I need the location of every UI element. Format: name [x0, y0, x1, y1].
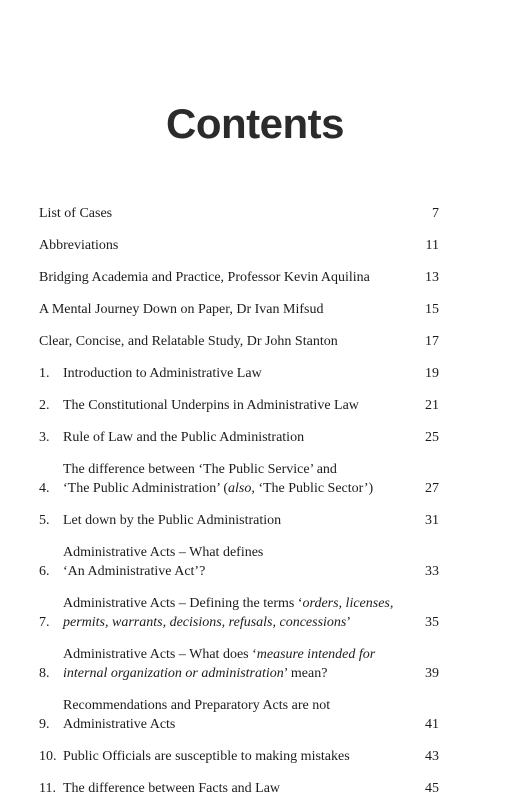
toc-entry-number: 5. [39, 513, 50, 528]
toc-entry-page-number: 31 [425, 513, 439, 528]
toc-entry-title [63, 747, 417, 766]
toc-entry-title [63, 779, 417, 798]
toc-entry-title [63, 543, 417, 581]
toc-entry-title-line: The Constitutional Underpins in Administrative Law [63, 398, 359, 413]
toc-entry [39, 460, 439, 498]
toc-entry-title [39, 300, 417, 319]
toc-entry-title [39, 236, 417, 255]
toc-entry-page-number: 39 [425, 666, 439, 681]
toc-entry-title [63, 460, 417, 498]
toc-entry [39, 594, 439, 632]
toc-entry [39, 511, 439, 530]
table-of-contents [39, 204, 439, 811]
toc-entry [39, 645, 439, 683]
toc-entry-page-number: 7 [432, 206, 439, 221]
toc-entry-title-line: Rule of Law and the Public Administration [63, 430, 305, 445]
toc-entry-title-line: Let down by the Public Administration [63, 513, 282, 528]
toc-entry-title-line: Administrative Acts – What defines [63, 545, 264, 560]
toc-entry-number: 11. [39, 781, 56, 796]
toc-entry-number: 6. [39, 564, 50, 579]
toc-entry-title-line: Recommendations and Preparatory Acts are not [63, 698, 331, 713]
toc-entry-number: 4. [39, 481, 50, 496]
toc-entry-number: 10. [39, 749, 57, 764]
toc-entry-title [63, 594, 417, 632]
toc-entry-page-number: 41 [425, 717, 439, 732]
toc-entry-page-number: 17 [425, 334, 439, 349]
toc-entry-title [63, 396, 417, 415]
toc-entry-title-line: permits, warrants, decisions, refusals, concessions’ [63, 615, 352, 630]
toc-entry-page-number: 33 [425, 564, 439, 579]
toc-entry-title [63, 428, 417, 447]
toc-entry [39, 300, 439, 319]
toc-entry [39, 396, 439, 415]
toc-entry-title [63, 511, 417, 530]
toc-entry-title [39, 204, 417, 223]
toc-entry-title-line: Clear, Concise, and Relatable Study, Dr John Stanton [39, 334, 338, 349]
toc-entry-page-number: 35 [425, 615, 439, 630]
toc-entry-title-line: A Mental Journey Down on Paper, Dr Ivan Mifsud [39, 302, 324, 317]
toc-entry-title-line: The difference between ‘The Public Service’ and [63, 462, 337, 477]
toc-entry-number: 3. [39, 430, 50, 445]
toc-entry-number: 9. [39, 717, 50, 732]
toc-entry-title-line: Administrative Acts – Defining the terms ‘orders, licenses, [63, 596, 394, 611]
toc-entry [39, 364, 439, 383]
toc-entry-title-line: List of Cases [39, 206, 113, 221]
toc-entry-title-line: ‘An Administrative Act’? [63, 564, 206, 579]
toc-entry-title [63, 645, 417, 683]
toc-entry-page-number: 19 [425, 366, 439, 381]
toc-entry [39, 332, 439, 351]
toc-entry-page-number: 11 [425, 238, 439, 253]
toc-entry-page-number: 15 [425, 302, 439, 317]
toc-entry-title [39, 268, 417, 287]
toc-entry-number: 7. [39, 615, 50, 630]
toc-entry-page-number: 13 [425, 270, 439, 285]
toc-entry-page-number: 25 [425, 430, 439, 445]
toc-entry [39, 779, 439, 798]
toc-entry-title-line: Public Officials are susceptible to making mistakes [63, 749, 350, 764]
toc-entry-title-line: Administrative Acts – What does ‘measure intended for [63, 647, 376, 662]
toc-entry-title-line: internal organization or administration’ mean? [63, 666, 328, 681]
toc-entry [39, 236, 439, 255]
toc-entry-number: 8. [39, 666, 50, 681]
toc-entry-title-line: Administrative Acts [63, 717, 176, 732]
toc-entry-title [39, 332, 417, 351]
toc-entry-title-line: Introduction to Administrative Law [63, 366, 262, 381]
toc-entry-page-number: 27 [425, 481, 439, 496]
toc-entry-title-line: Abbreviations [39, 238, 119, 253]
toc-entry-number: 1. [39, 366, 50, 381]
toc-entry-title-line: Bridging Academia and Practice, Professor Kevin Aquilina [39, 270, 370, 285]
toc-entry-title-line: ‘The Public Administration’ (also, ‘The Public Sector’) [63, 481, 374, 496]
toc-entry-page-number: 43 [425, 749, 439, 764]
toc-entry-title [63, 364, 417, 383]
toc-entry [39, 747, 439, 766]
toc-entry-number: 2. [39, 398, 50, 413]
toc-entry [39, 696, 439, 734]
toc-entry-page-number: 45 [425, 781, 439, 796]
page-title: Contents [166, 100, 344, 147]
toc-entry [39, 268, 439, 287]
toc-entry [39, 428, 439, 447]
toc-entry [39, 543, 439, 581]
toc-entry-page-number: 21 [425, 398, 439, 413]
toc-entry-title-line: The difference between Facts and Law [63, 781, 281, 796]
toc-entry [39, 204, 439, 223]
toc-entry-title [63, 696, 417, 734]
